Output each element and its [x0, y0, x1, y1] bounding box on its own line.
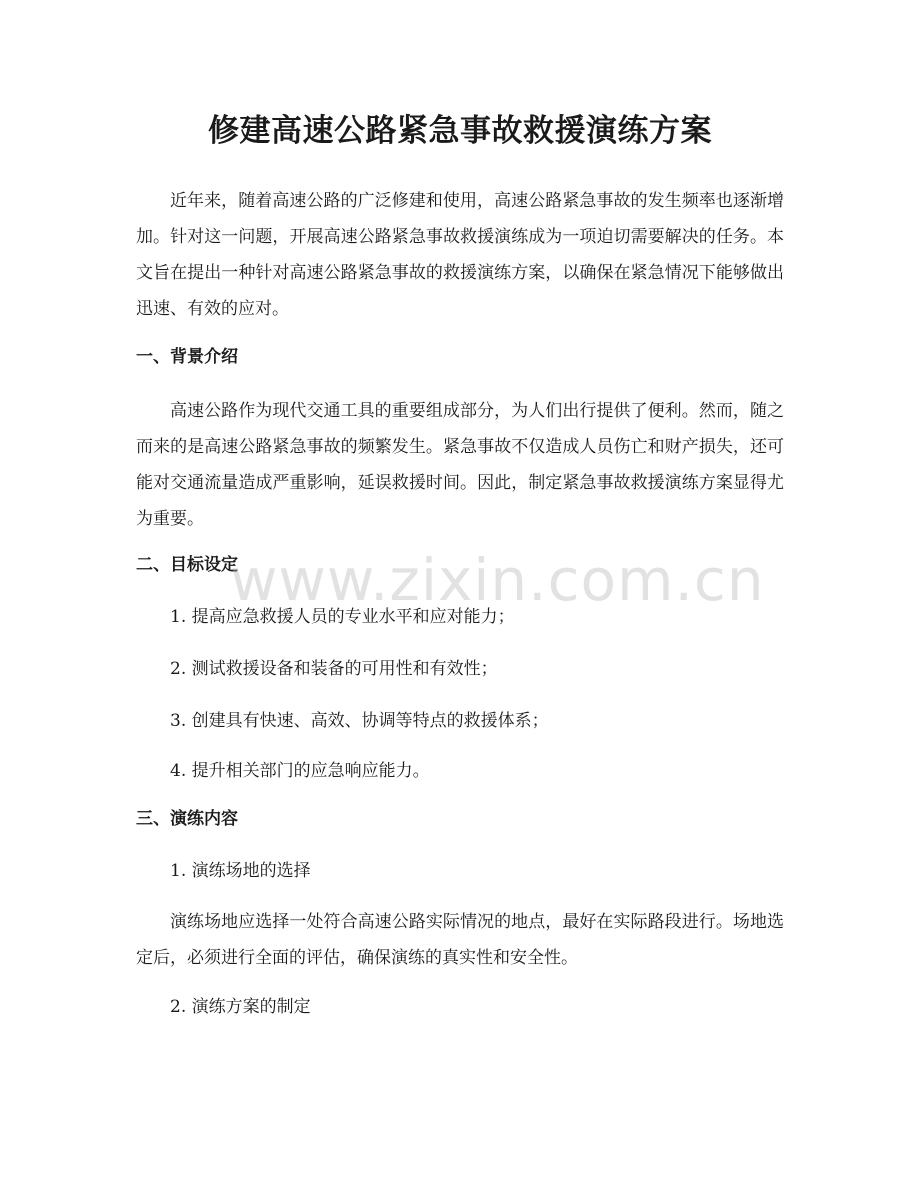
section-heading-content: 三、演练内容 — [136, 809, 238, 829]
section-heading-background: 一、背景介绍 — [136, 347, 238, 367]
goal-item-2: 2. 测试救援设备和装备的可用性和有效性； — [170, 659, 498, 679]
intro-paragraph: 近年来，随着高速公路的广泛修建和使用，高速公路紧急事故的发生频率也逐渐增加。针对这一问题，开展高速公路紧急事故救援演练成为一项迫切需要解决的任务。本文旨在提出一种针对高速公路紧急事故的救援演练方案，以确保在紧急情况下能够做出迅速、有效的应对。 — [136, 191, 784, 319]
background-paragraph: 高速公路作为现代交通工具的重要组成部分，为人们出行提供了便利。然而，随之而来的是高速公路紧急事故的频繁发生。紧急事故不仅造成人员伤亡和财产损失，还可能对交通流量造成严重影响，延误救援时间。因此，制定紧急事故救援演练方案显得尤为重要。 — [136, 401, 784, 529]
venue-paragraph: 演练场地应选择一处符合高速公路实际情况的地点，最好在实际路段进行。场地选定后，必须进行全面的评估，确保演练的真实性和安全性。 — [136, 912, 784, 968]
section-heading-goals: 二、目标设定 — [136, 555, 238, 575]
document-title: 修建高速公路紧急事故救援演练方案 — [208, 113, 712, 149]
goal-item-1: 1. 提高应急救援人员的专业水平和应对能力； — [170, 607, 515, 627]
goal-item-3: 3. 创建具有快速、高效、协调等特点的救援体系； — [170, 711, 549, 731]
subsection-title-venue: 1. 演练场地的选择 — [170, 861, 311, 881]
subsection-title-plan: 2. 演练方案的制定 — [170, 997, 311, 1017]
goal-item-4: 4. 提升相关部门的应急响应能力。 — [170, 761, 430, 781]
watermark-text: www.zixin.com.cn — [230, 546, 765, 614]
